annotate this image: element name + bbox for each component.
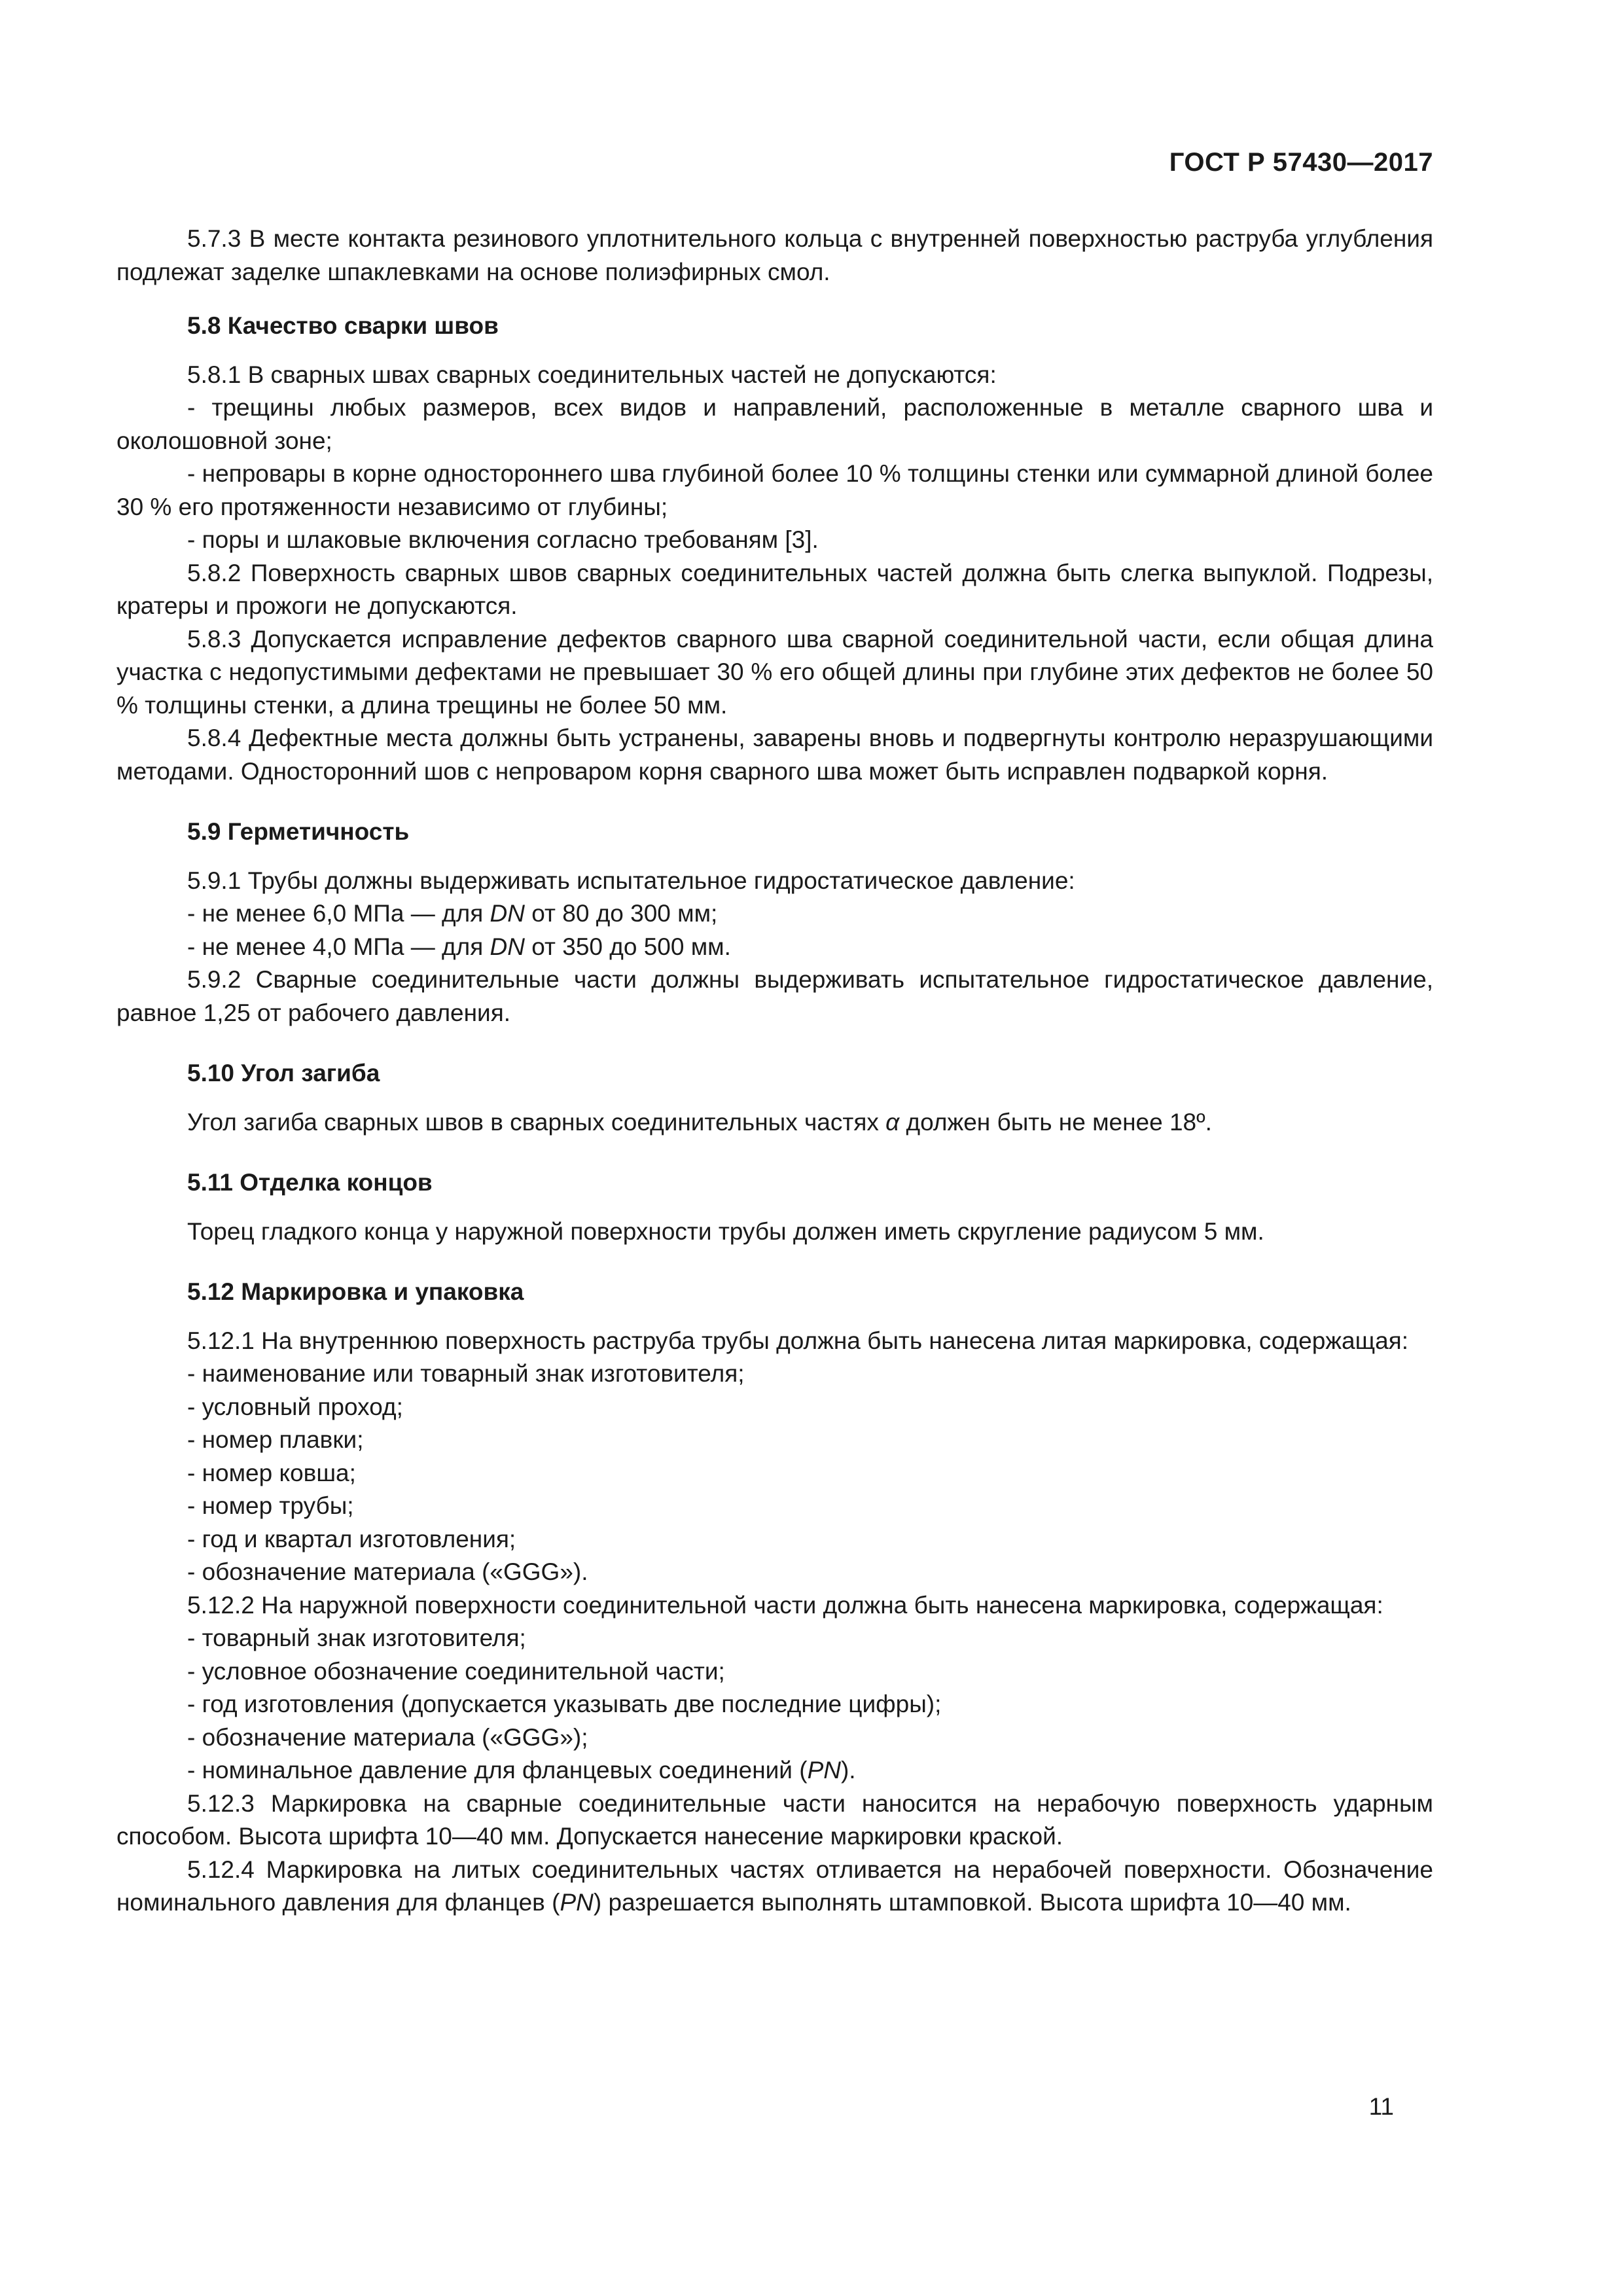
list-item: [116, 897, 1433, 931]
paragraph-text: 5.12.4 Маркировка на литых соединительных частях отливается на нерабочей поверхности. Обозначение номинального давления для фланцев (: [116, 1856, 1433, 1916]
list-item-text: - не менее 6,0 МПа — для: [187, 900, 490, 927]
paragraph-5-11: Торец гладкого конца у наружной поверхности трубы должен иметь скругление радиусом 5 мм.: [187, 1217, 1264, 1245]
list-item: - номер плавки;: [187, 1426, 364, 1453]
list-item-text: от 80 до 300 мм;: [525, 900, 718, 927]
list-item: - товарный знак изготовителя;: [187, 1624, 526, 1651]
paragraph-5-12-4: [116, 1854, 1433, 1920]
list-item: - обозначение материала («GGG»);: [187, 1723, 588, 1751]
document-page: [116, 0, 1433, 2296]
paragraph-5-8-1: 5.8.1 В сварных швах сварных соединительных частей не допускаются:: [187, 361, 997, 388]
pn-symbol: PN: [560, 1889, 594, 1916]
list-item: [116, 1754, 1433, 1787]
list-item-text: ).: [840, 1757, 856, 1784]
paragraph-5-8-4: 5.8.4 Дефектные места должны быть устранены, заварены вновь и подвергнуты контролю неразрушающими методами. Односторонний шов с непроваром корня сварного шва может быть исправлен подваркой корня.: [116, 725, 1433, 785]
list-item-text: - не менее 4,0 МПа — для: [187, 933, 490, 960]
section-heading-5-11: 5.11 Отделка концов: [187, 1169, 433, 1196]
paragraph-5-12-3: 5.12.3 Маркировка на сварные соединительные части наносится на нерабочую поверхность ударным способом. Высота шрифта 10—40 мм. Допускается нанесение маркировки краской.: [116, 1789, 1433, 1850]
list-item: - условное обозначение соединительной части;: [187, 1657, 725, 1685]
list-item: - номер трубы;: [187, 1492, 354, 1519]
section-heading-5-8: 5.8 Качество сварки швов: [187, 312, 499, 339]
paragraph-5-8-2: 5.8.2 Поверхность сварных швов сварных соединительных частей должна быть слегка выпуклой. Подрезы, кратеры и прожоги не допускаются.: [116, 559, 1433, 619]
list-item: - непровары в корне одностороннего шва глубиной более 10 % толщины стенки или суммарной длиной более 30 % его протяженности независимо от глубины;: [116, 460, 1433, 520]
list-item: - обозначение материала («GGG»).: [187, 1558, 588, 1585]
section-heading-5-10: 5.10 Угол загиба: [187, 1060, 380, 1086]
section-heading-5-9: 5.9 Герметичность: [187, 818, 410, 845]
list-item-text: - номинальное давление для фланцевых соединений (: [187, 1757, 808, 1784]
paragraph-text: должен быть не менее 18º.: [899, 1108, 1212, 1136]
list-item: - поры и шлаковые включения согласно требованям [3].: [187, 526, 819, 553]
document-body: [116, 223, 1433, 1920]
dn-symbol: DN: [490, 933, 525, 960]
dn-symbol: DN: [490, 900, 525, 927]
list-item: - условный проход;: [187, 1393, 403, 1420]
list-item: - наименование или товарный знак изготовителя;: [187, 1360, 745, 1387]
paragraph-5-12-1: 5.12.1 На внутреннюю поверхность раструба трубы должна быть нанесена литая маркировка, содержащая:: [187, 1327, 1408, 1354]
section-heading-5-12: 5.12 Маркировка и упаковка: [187, 1278, 524, 1305]
paragraph-5-8-3: 5.8.3 Допускается исправление дефектов сварного шва сварной соединительной части, если общая длина участка с недопустимыми дефектами не превышает 30 % его общей длины при глубине этих дефектов не более 50 % толщины стенки, а длина трещины не более 50 мм.: [116, 625, 1433, 719]
page-number: 11: [1368, 2093, 1394, 2120]
standard-id-header: ГОСТ Р 57430—2017: [1169, 148, 1433, 177]
paragraph-5-12-2: 5.12.2 На наружной поверхности соединительной части должна быть нанесена маркировка, содержащая:: [187, 1591, 1383, 1619]
list-item: - год изготовления (допускается указывать две последние цифры);: [187, 1691, 942, 1717]
alpha-symbol: α: [885, 1108, 900, 1136]
list-item: [116, 931, 1433, 964]
paragraph-5-9-2: 5.9.2 Сварные соединительные части должны выдерживать испытательное гидростатическое давление, равное 1,25 от рабочего давления.: [116, 966, 1433, 1026]
list-item: - год и квартал изготовления;: [187, 1525, 516, 1552]
list-item: - номер ковша;: [187, 1459, 356, 1486]
paragraph-text: ) разрешается выполнять штамповкой. Высота шрифта 10—40 мм.: [593, 1889, 1351, 1916]
list-item: - трещины любых размеров, всех видов и направлений, расположенные в металле сварного шва и околошовной зоне;: [116, 394, 1433, 454]
list-item-text: от 350 до 500 мм.: [525, 933, 731, 960]
paragraph-5-9-1: 5.9.1 Трубы должны выдерживать испытательное гидростатическое давление:: [187, 867, 1075, 894]
pn-symbol: PN: [807, 1757, 841, 1784]
paragraph-5-7-3: 5.7.3 В месте контакта резинового уплотнительного кольца с внутренней поверхностью раструба углубления подлежат заделке шпаклевками на основе полиэфирных смол.: [116, 225, 1433, 285]
paragraph-text: Угол загиба сварных швов в сварных соединительных частях: [187, 1108, 886, 1136]
paragraph-5-10: [116, 1106, 1433, 1139]
